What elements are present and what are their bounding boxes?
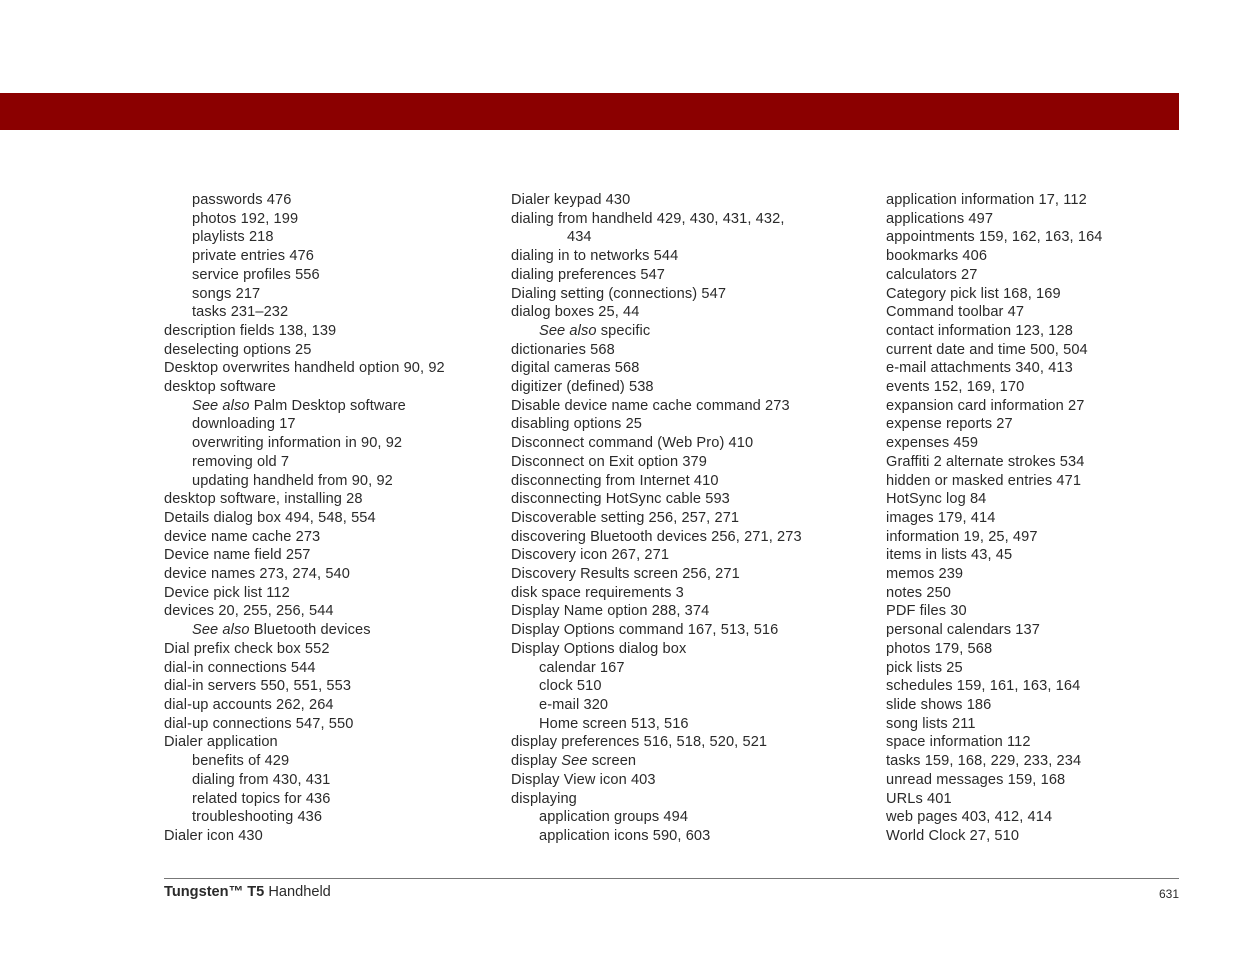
index-entry	[164, 397, 499, 416]
footer-product-suffix: Handheld	[264, 884, 331, 900]
index-entry-text: devices 20, 255, 256, 544	[164, 603, 334, 620]
index-entry-text: disabling options 25	[511, 416, 643, 433]
index-entry	[164, 659, 499, 678]
index-entry-text: Dialer icon 430	[164, 827, 263, 844]
index-entry	[511, 528, 871, 547]
index-entry	[164, 808, 499, 827]
index-entry	[886, 733, 1216, 752]
index-entry	[886, 453, 1216, 472]
index-entry-text: Graffiti 2 alternate strokes 534	[886, 453, 1085, 470]
index-entry-text: songs 217	[192, 285, 261, 302]
index-entry-text: information 19, 25, 497	[886, 528, 1038, 545]
index-entry	[886, 490, 1216, 509]
index-entry-text: Dialing setting (connections) 547	[511, 285, 727, 302]
index-entry	[886, 247, 1216, 266]
index-entry	[886, 228, 1216, 247]
index-entry-text: photos 179, 568	[886, 640, 993, 657]
index-entry-text: e-mail attachments 340, 413	[886, 360, 1073, 377]
index-entry	[511, 415, 871, 434]
index-entry-text: updating handheld from 90, 92	[192, 472, 393, 489]
index-entry	[164, 621, 499, 640]
index-entry	[164, 715, 499, 734]
index-entry-text: device name cache 273	[164, 528, 321, 545]
index-entry-text: schedules 159, 161, 163, 164	[886, 678, 1081, 695]
index-entry-text: e-mail 320	[539, 696, 609, 713]
index-entry-text: tasks 159, 168, 229, 233, 234	[886, 753, 1082, 770]
index-entry-text: unread messages 159, 168	[886, 771, 1066, 788]
index-entry	[886, 285, 1216, 304]
index-entry-text: clock 510	[539, 678, 602, 695]
index-entry-text: Palm Desktop software	[249, 397, 406, 414]
index-entry	[886, 677, 1216, 696]
index-entry-text: notes 250	[886, 584, 952, 601]
index-entry-text: displaying	[511, 790, 577, 807]
index-entry	[886, 472, 1216, 491]
index-entry-text: hidden or masked entries 471	[886, 472, 1082, 489]
index-entry-text: specific	[596, 322, 651, 339]
index-entry	[511, 322, 871, 341]
index-entry-text: dialing in to networks 544	[511, 248, 679, 265]
index-entry-text: items in lists 43, 45	[886, 547, 1013, 564]
index-entry-text: dial-up accounts 262, 264	[164, 696, 334, 713]
cross-reference-label: See also	[192, 622, 250, 639]
index-entry-text: application icons 590, 603	[539, 827, 711, 844]
index-entry-text: Command toolbar 47	[886, 304, 1025, 321]
index-entry-text: Disconnect on Exit option 379	[511, 453, 707, 470]
index-entry	[511, 696, 871, 715]
index-entry-text: web pages 403, 412, 414	[886, 809, 1053, 826]
index-entry-text: current date and time 500, 504	[886, 341, 1088, 358]
index-entry-text: desktop software, installing 28	[164, 491, 363, 508]
index-entry-text: application groups 494	[539, 809, 689, 826]
index-entry	[511, 378, 871, 397]
index-entry-text: screen	[587, 753, 637, 770]
index-entry	[511, 453, 871, 472]
index-entry-lead: display	[511, 753, 562, 770]
index-entry	[886, 752, 1216, 771]
index-entry-text: device names 273, 274, 540	[164, 566, 350, 583]
index-entry-text: Dialer application	[164, 734, 278, 751]
index-entry-text: service profiles 556	[192, 266, 320, 283]
index-entry	[511, 733, 871, 752]
index-entry	[511, 584, 871, 603]
index-entry-text: applications 497	[886, 210, 994, 227]
index-entry-text: Disconnect command (Web Pro) 410	[511, 435, 754, 452]
index-entry	[511, 285, 871, 304]
index-entry	[164, 733, 499, 752]
index-entry	[164, 453, 499, 472]
index-entry-text: PDF files 30	[886, 603, 967, 620]
index-entry-text: calculators 27	[886, 266, 978, 283]
index-entry-text: disconnecting HotSync cable 593	[511, 491, 730, 508]
index-entry	[164, 415, 499, 434]
index-entry	[511, 359, 871, 378]
index-entry-text: dial-in servers 550, 551, 553	[164, 678, 352, 695]
index-entry	[164, 191, 499, 210]
index-entry	[511, 210, 871, 229]
index-entry-text: events 152, 169, 170	[886, 379, 1025, 396]
index-entry-text: private entries 476	[192, 248, 314, 265]
index-entry	[164, 565, 499, 584]
index-entry-text: playlists 218	[192, 229, 274, 246]
index-entry	[511, 752, 871, 771]
index-entry-text: desktop software	[164, 379, 276, 396]
index-entry	[164, 341, 499, 360]
index-entry	[886, 341, 1216, 360]
index-entry	[511, 247, 871, 266]
index-entry-text: memos 239	[886, 566, 964, 583]
index-entry-text: digitizer (defined) 538	[511, 379, 654, 396]
index-entry	[511, 303, 871, 322]
index-entry-text: Device pick list 112	[164, 584, 290, 601]
index-entry	[164, 546, 499, 565]
index-entry-text: dialing preferences 547	[511, 266, 666, 283]
index-entry	[164, 266, 499, 285]
index-entry-text: expense reports 27	[886, 416, 1013, 433]
index-entry-text: removing old 7	[192, 453, 290, 470]
index-entry-text: expansion card information 27	[886, 397, 1085, 414]
footer-title	[164, 884, 331, 900]
index-entry-text: images 179, 414	[886, 509, 996, 526]
footer-product-name: Tungsten™ T5	[164, 884, 265, 900]
index-entry-text: bookmarks 406	[886, 248, 988, 265]
index-entry	[164, 771, 499, 790]
index-entry	[511, 472, 871, 491]
index-entry-text: personal calendars 137	[886, 622, 1040, 639]
index-entry	[886, 808, 1216, 827]
index-entry-text: song lists 211	[886, 715, 976, 732]
index-entry	[164, 285, 499, 304]
index-entry-text: dialing from handheld 429, 430, 431, 432,	[511, 210, 785, 227]
index-entry	[886, 266, 1216, 285]
index-entry-text: Discovery icon 267, 271	[511, 547, 670, 564]
index-entry-text: appointments 159, 162, 163, 164	[886, 229, 1103, 246]
index-entry	[164, 584, 499, 603]
index-entry	[164, 378, 499, 397]
index-entry	[511, 397, 871, 416]
index-entry-text: Dial prefix check box 552	[164, 640, 330, 657]
index-entry-text: Discovery Results screen 256, 271	[511, 566, 740, 583]
index-entry	[511, 771, 871, 790]
index-entry	[886, 771, 1216, 790]
footer-rule	[164, 878, 1179, 879]
index-entry-text: 434	[567, 229, 592, 246]
index-entry-text: pick lists 25	[886, 659, 963, 676]
index-entry-text: dialing from 430, 431	[192, 771, 331, 788]
index-entry-text: dialog boxes 25, 44	[511, 304, 640, 321]
index-entry	[164, 696, 499, 715]
index-entry	[164, 602, 499, 621]
index-entry	[886, 359, 1216, 378]
index-entry	[164, 434, 499, 453]
index-entry-text: disconnecting from Internet 410	[511, 472, 719, 489]
index-entry	[886, 210, 1216, 229]
index-entry-text: HotSync log 84	[886, 491, 987, 508]
index-entry	[164, 790, 499, 809]
index-entry-text: related topics for 436	[192, 790, 331, 807]
index-entry	[164, 303, 499, 322]
index-entry-text: application information 17, 112	[886, 192, 1087, 208]
index-entry	[886, 322, 1216, 341]
cross-reference-label: See also	[192, 397, 250, 414]
index-entry	[886, 827, 1216, 846]
index-entry	[511, 341, 871, 360]
index-entry	[164, 228, 499, 247]
index-entry	[511, 827, 871, 846]
index-entry	[511, 266, 871, 285]
index-entry	[886, 659, 1216, 678]
index-column-1	[164, 191, 499, 846]
page-number: 631	[1158, 887, 1179, 901]
index-entry	[511, 621, 871, 640]
index-entry	[886, 509, 1216, 528]
index-entry-text: digital cameras 568	[511, 360, 640, 377]
index-entry-text: dial-up connections 547, 550	[164, 715, 354, 732]
index-entry	[886, 565, 1216, 584]
index-entry	[886, 415, 1216, 434]
index-entry-text: display preferences 516, 518, 520, 521	[511, 734, 768, 751]
index-entry	[511, 490, 871, 509]
index-entry-text: dictionaries 568	[511, 341, 615, 358]
index-entry	[886, 528, 1216, 547]
index-entry-text: discovering Bluetooth devices 256, 271, 273	[511, 528, 802, 545]
index-entry-text: Device name field 257	[164, 547, 311, 564]
index-entry-text: Display Options dialog box	[511, 640, 687, 657]
index-entry	[511, 191, 871, 210]
index-entry-text: Discoverable setting 256, 257, 271	[511, 509, 740, 526]
index-entry	[511, 790, 871, 809]
index-entry-text: Category pick list 168, 169	[886, 285, 1061, 302]
index-entry	[164, 490, 499, 509]
index-entry	[511, 546, 871, 565]
index-entry-text: slide shows 186	[886, 696, 992, 713]
index-entry	[511, 509, 871, 528]
index-entry-text: space information 112	[886, 734, 1031, 751]
index-entry	[886, 790, 1216, 809]
index-entry	[511, 228, 871, 247]
index-entry-text: disk space requirements 3	[511, 584, 684, 601]
index-entry	[511, 434, 871, 453]
index-entry	[886, 434, 1216, 453]
index-entry-text: Display View icon 403	[511, 771, 656, 788]
index-entry	[511, 602, 871, 621]
index-entry-text: Bluetooth devices	[249, 622, 371, 639]
index-entry	[164, 509, 499, 528]
index-entry-text: Home screen 513, 516	[539, 715, 689, 732]
index-entry	[886, 191, 1216, 210]
index-entry-text: benefits of 429	[192, 753, 290, 770]
index-entry	[511, 659, 871, 678]
index-entry-text: dial-in connections 544	[164, 659, 316, 676]
index-entry-text: contact information 123, 128	[886, 322, 1073, 339]
index-entry	[886, 546, 1216, 565]
index-entry	[511, 715, 871, 734]
index-entry-text: Details dialog box 494, 548, 554	[164, 509, 376, 526]
index-entry-text: troubleshooting 436	[192, 809, 323, 826]
index-entry-text: photos 192, 199	[192, 210, 299, 227]
index-entry-text: URLs 401	[886, 790, 952, 807]
index-column-3	[886, 191, 1216, 846]
index-entry	[164, 677, 499, 696]
index-entry	[164, 752, 499, 771]
index-entry	[164, 247, 499, 266]
index-entry	[164, 528, 499, 547]
index-entry	[164, 827, 499, 846]
index-entry-text: tasks 231–232	[192, 304, 289, 321]
index-entry-text: Display Options command 167, 513, 516	[511, 622, 779, 639]
index-entry	[164, 322, 499, 341]
index-entry	[886, 640, 1216, 659]
index-entry-text: Desktop overwrites handheld option 90, 92	[164, 360, 445, 377]
index-entry	[511, 808, 871, 827]
index-entry	[164, 359, 499, 378]
index-entry	[886, 715, 1216, 734]
index-entry	[511, 640, 871, 659]
index-column-2	[511, 191, 871, 846]
index-entry-text: calendar 167	[539, 659, 625, 676]
index-entry	[886, 602, 1216, 621]
index-entry	[886, 303, 1216, 322]
index-entry-text: passwords 476	[192, 192, 292, 208]
index-entry-text: Disable device name cache command 273	[511, 397, 790, 414]
index-entry-text: World Clock 27, 510	[886, 827, 1020, 844]
index-entry	[164, 472, 499, 491]
index-entry-text: Dialer keypad 430	[511, 192, 631, 208]
index-entry	[886, 378, 1216, 397]
index-entry	[164, 210, 499, 229]
index-entry	[164, 640, 499, 659]
header-banner	[0, 93, 1179, 130]
index-entry-text: overwriting information in 90, 92	[192, 435, 403, 452]
index-entry-text: deselecting options 25	[164, 341, 312, 358]
index-entry-text: Display Name option 288, 374	[511, 603, 710, 620]
index-entry-text: expenses 459	[886, 435, 979, 452]
cross-reference-label: See also	[539, 322, 597, 339]
cross-reference-label: See	[561, 753, 588, 770]
index-entry	[511, 565, 871, 584]
index-entry	[511, 677, 871, 696]
index-entry	[886, 696, 1216, 715]
index-entry-text: downloading 17	[192, 416, 296, 433]
index-entry	[886, 584, 1216, 603]
index-entry	[886, 397, 1216, 416]
index-entry-text: description fields 138, 139	[164, 322, 337, 339]
index-entry	[886, 621, 1216, 640]
